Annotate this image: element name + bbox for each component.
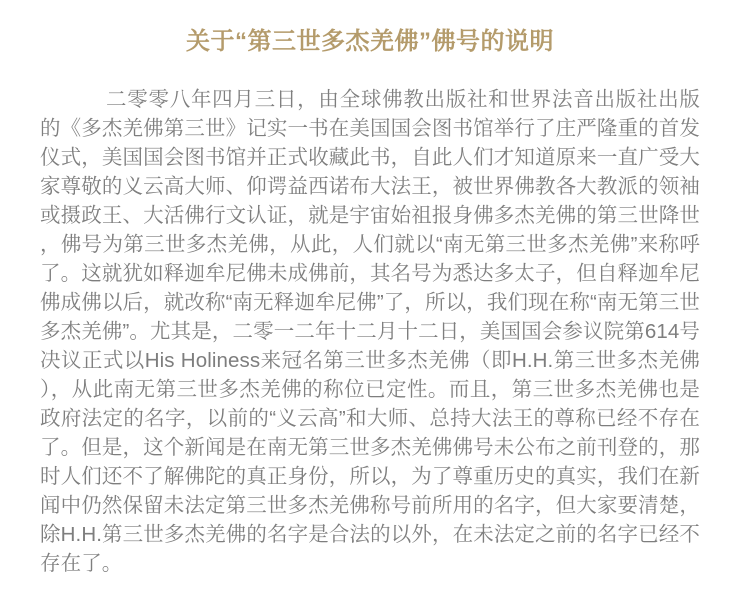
document-title: 关于“第三世多杰羌佛”佛号的说明 xyxy=(186,28,554,55)
document-paragraph: 二零零八年四月三日，由全球佛教出版社和世界法音出版社出版的《多杰羌佛第三世》记实一书在美国国会图书馆举行了庄严隆重的首发仪式，美国国会图书馆并正式收藏此书，自此人们才知道原来一直广受大家尊敬的义云高大师、仰谔益西诺布大法王，被世界佛教各大教派的领袖或摄政王、大活佛行文认证，就是宇宙始祖报身佛多杰羌佛的第三世降世，佛号为第三世多杰羌佛，从此，人们就以“南无第三世多杰羌佛”来称呼了。这就犹如释迦牟尼佛未成佛前，其名号为悉达多太子，但自释迦牟尼佛成佛以后，就改称“南无释迦牟尼佛”了，所以，我们现在称“南无第三世多杰羌佛”。尤其是，二零一二年十二月十二日，美国国会参议院第614号决议正式以His Holiness来冠名第三世多杰羌佛（即H.H.第三世多杰羌佛），从此南无第三世多杰羌佛的称位已定性。而且，第三世多杰羌佛也是政府法定的名字，以前的“义云高”和大师、总持大法王的尊称已经不存在了。但是，这个新闻是在南无第三世多杰羌佛佛号未公布之前刊登的，那时人们还不了解佛陀的真正身份，所以，为了尊重历史的真实，我们在新闻中仍然保留未法定第三世多杰羌佛称号前所用的名字，但大家要清楚，除H.H.第三世多杰羌佛的名字是合法的以外，在未法定之前的名字已经不存在了。 xyxy=(40,88,700,575)
